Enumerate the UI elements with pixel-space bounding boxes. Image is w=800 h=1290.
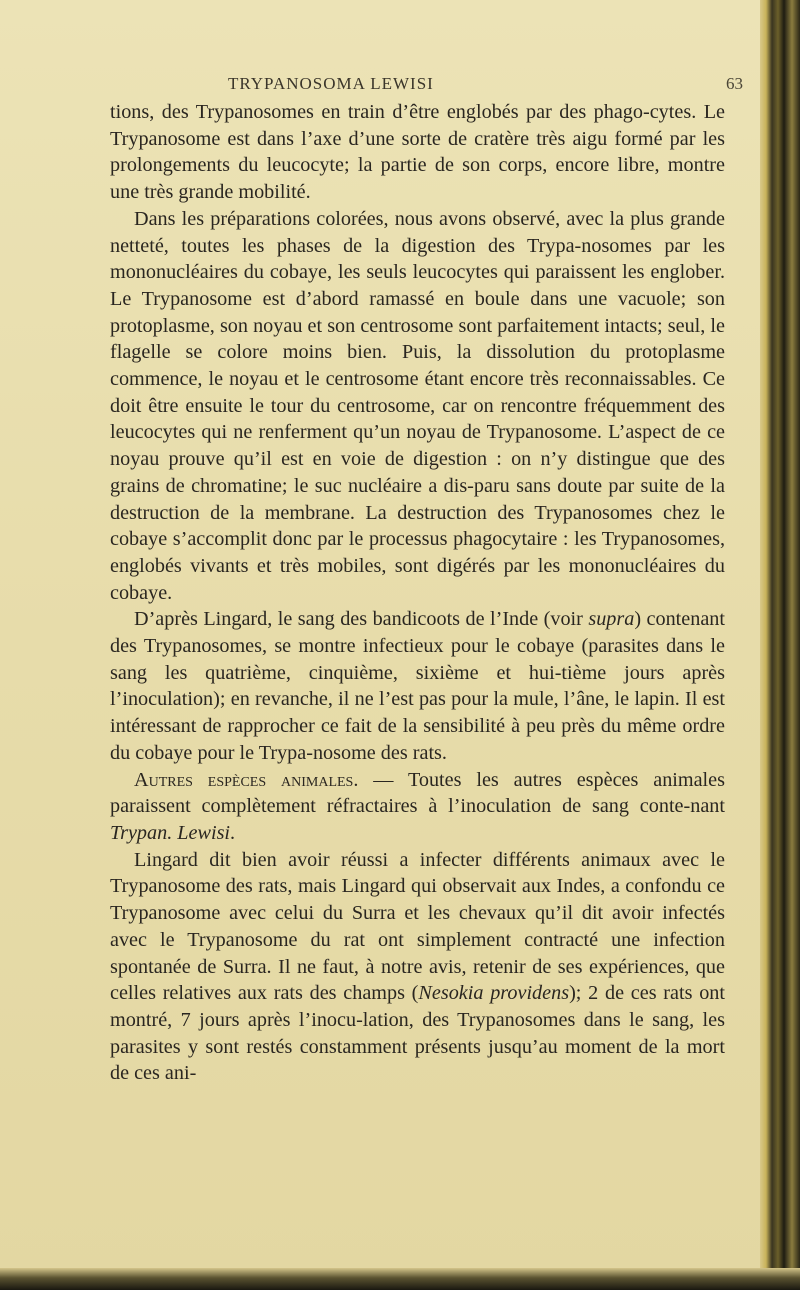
running-title: TRYPANOSOMA LEWISI: [228, 74, 434, 93]
paragraph-3-italic: supra: [588, 608, 635, 631]
paragraph-1-text: tions, des Trypanosomes en train d’être englobés par des phago-cytes. Le Trypanosome est dans l’axe d’une sorte de cratère très aigu formé par les prolongements du leucocyte; la partie de son corps, encore libre, montre une très grande mobilité.: [110, 101, 725, 204]
paragraph-5-italic: Nesokia providens: [418, 982, 570, 1005]
paragraph-1: [110, 99, 725, 206]
paragraph-5-text-after: ); 2 de ces rats ont montré, 7 jours après l’inocu-lation, des Trypanosomes dans le sang, les parasites y sont restés constamment présents jusqu’au moment de la mort de ces ani-: [110, 982, 725, 1085]
paragraph-4: [110, 767, 725, 847]
page-edge-shadow: [760, 0, 800, 1290]
paragraph-5-text-before: Lingard dit bien avoir réussi a infecter différents animaux avec le Trypanosome des rats, mais Lingard qui observait aux Indes, a confondu ce Trypanosome avec celui du Surra et les chevaux qu’il dit avoir infectés avec le Trypanosome du rat ont simplement contracté une infection spontanée de Surra. Il ne faut, à notre avis, retenir de ses expériences, que celles relatives aux rats des champs (: [110, 848, 725, 1005]
bottom-edge-shadow: [0, 1268, 800, 1290]
paragraph-2: [110, 206, 725, 607]
paragraph-4-italic: Trypan. Lewisi: [110, 821, 231, 844]
page-header: [0, 70, 760, 98]
paragraph-3-text-before: D’après Lingard, le sang des bandicoots de l’Inde (voir: [134, 608, 589, 631]
section-heading: Autres espèces animales.: [134, 768, 359, 791]
paragraph-2-text: Dans les préparations colorées, nous avons observé, avec la plus grande netteté, toutes les phases de la digestion des Trypa-nosomes par les mononucléaires du cobaye, les seuls leucocytes qui paraissent les englober. Le Trypanosome est d’abord ramassé en boule dans une vacuole; son protoplasme, son noyau et son centrosome sont parfaitement intacts; seul, le flagelle se colore moins bien. Puis, la dissolution du protoplasme commence, le noyau et le centrosome étant encore très reconnaissables. Ce doit être ensuite le tour du centrosome, car on rencontre fréquemment des leucocytes qui ne renferment qu’un noyau de Trypanosome. L’aspect de ce noyau prouve qu’il est en voie de digestion : on n’y distingue que des grains de chromatine; le suc nucléaire a dis-paru sans doute par suite de la destruction de la membrane. La destruction des Trypanosomes chez le cobaye s’accomplit donc par le processus phagocytaire : les Trypanosomes, englobés vivants et très mobiles, sont digérés par les mononucléaires du cobaye.: [110, 207, 725, 604]
paragraph-3: [110, 606, 725, 766]
paragraph-4-text: — Toutes les autres espèces animales paraissent complètement réfractaires à l’inoculation de sang conte-nant: [110, 768, 725, 818]
page-number: 63: [726, 74, 743, 93]
paragraph-5: [110, 847, 725, 1087]
paragraph-4-text-after: .: [230, 821, 236, 844]
body-text: [110, 99, 725, 1087]
paragraph-3-text-after: ) contenant des Trypanosomes, se montre infectieux pour le cobaye (parasites dans le sang les quatrième, cinquième, sixième et hui-tième jours après l’inoculation); en revanche, il ne l’est pas pour la mule, l’âne, le lapin. Il est intéressant de rapprocher ce fait de la sensibilité à peu près du même ordre du cobaye pour le Trypa-nosome des rats.: [110, 608, 725, 764]
